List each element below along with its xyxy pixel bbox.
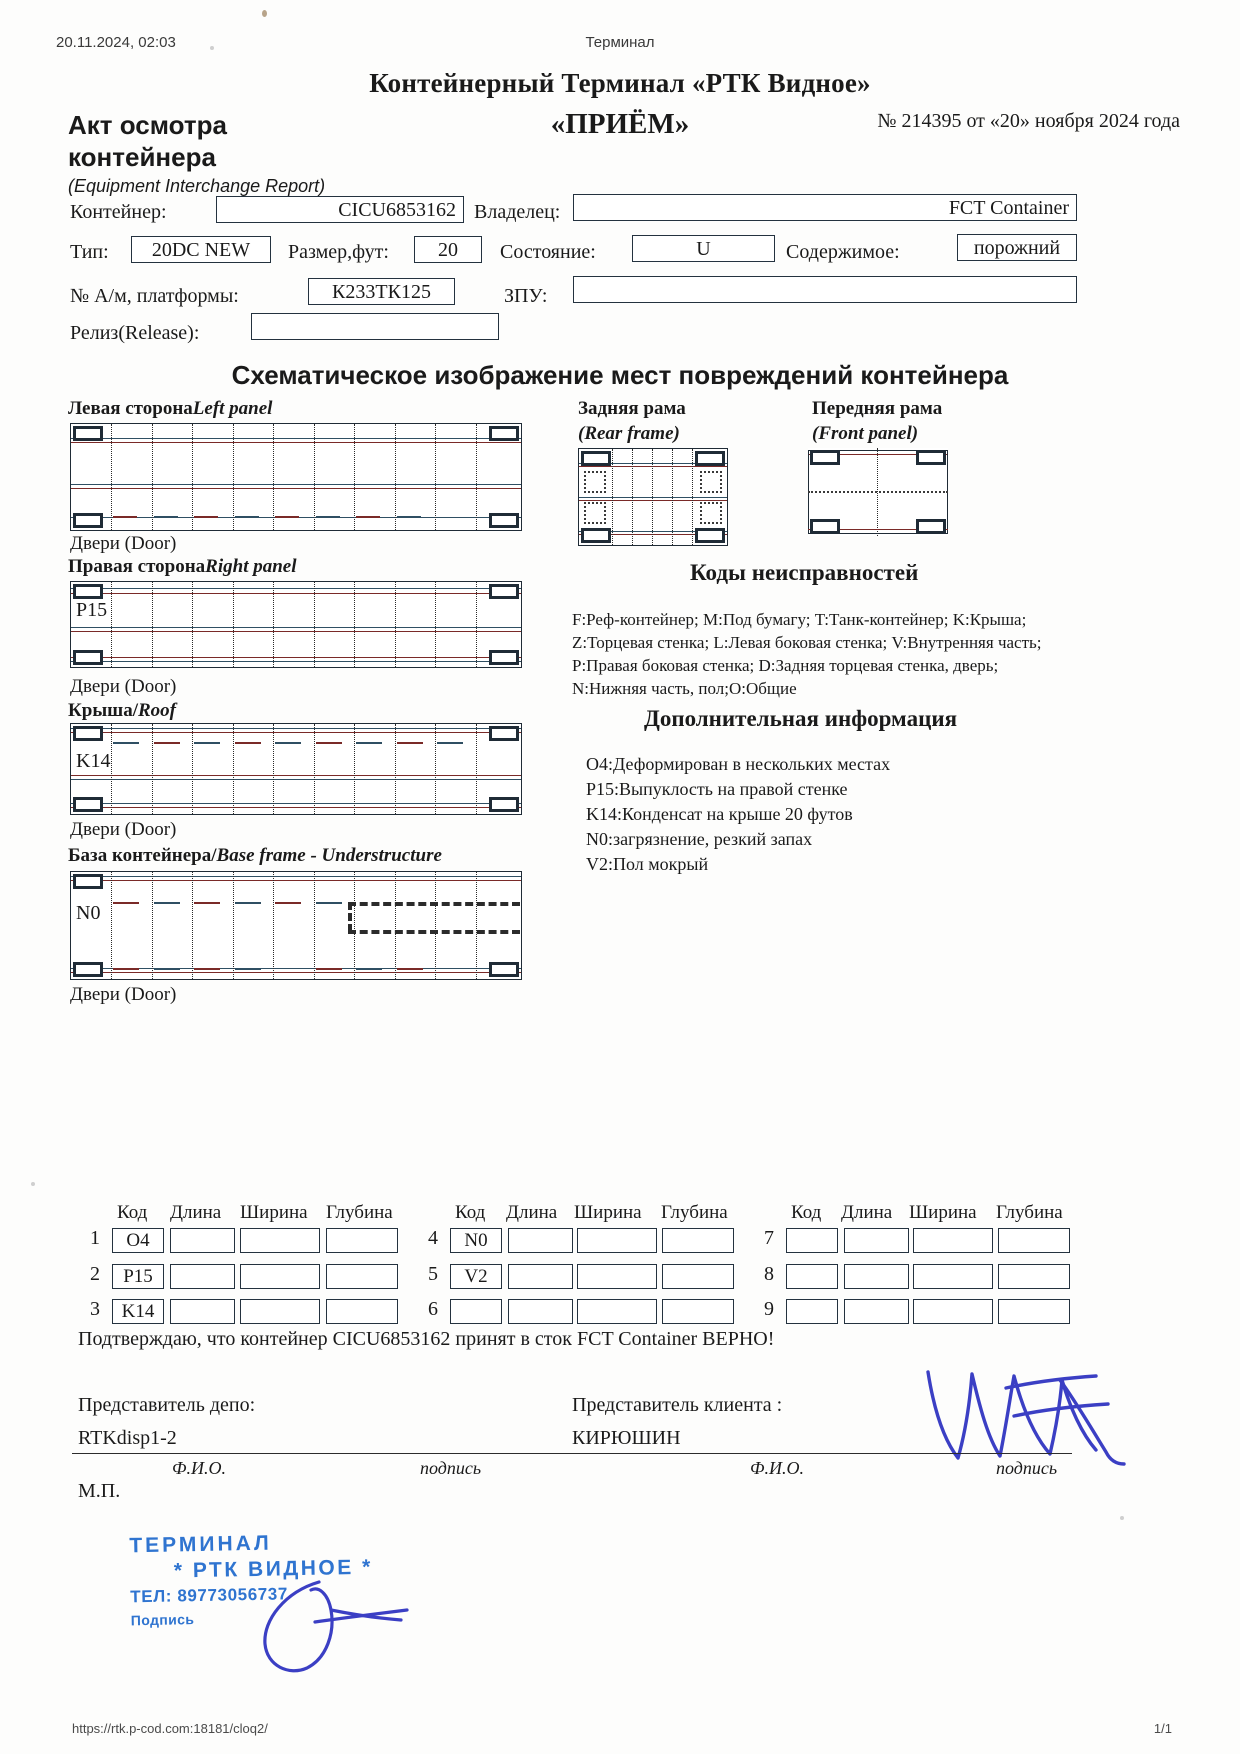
code-cell-length[interactable] (170, 1299, 235, 1324)
code-row-number: 1 (90, 1227, 100, 1249)
corner-fitting-icon (489, 513, 519, 528)
fault-code-line: F:Реф-контейнер; M:Под бумагу; T:Танк-контейнер; K:Крыша; (572, 610, 1027, 629)
code-cell-depth[interactable] (662, 1299, 734, 1324)
code-cell-length[interactable] (844, 1264, 909, 1289)
fault-code-line: Z:Торцевая стенка; L:Левая боковая стенка; V:Внутренняя часть; (572, 633, 1042, 652)
type-label: Тип: (70, 241, 109, 263)
code-row-number: 8 (764, 1263, 774, 1285)
base-frame-label-en: Base frame - Understructure (216, 845, 442, 866)
fault-code-line: P:Правая боковая стенка; D:Задняя торцевая стенка, дверь; (572, 656, 999, 675)
code-row-number: 5 (428, 1263, 438, 1285)
fault-codes-title: Коды неисправностей (690, 560, 919, 585)
code-cell-width[interactable] (913, 1264, 993, 1289)
code-cell-depth[interactable] (326, 1264, 398, 1289)
code-cell-width[interactable] (240, 1264, 320, 1289)
corner-fitting-icon (489, 650, 519, 665)
scan-speck (210, 46, 214, 50)
left-panel-label-en: Left panel (192, 398, 273, 419)
client-fio-caption: Ф.И.О. (750, 1458, 804, 1478)
left-panel-door-label: Двери (Door) (70, 533, 177, 554)
rear-frame-label-ru: Задняя рама (578, 398, 686, 419)
front-panel-label-en: (Front panel) (812, 423, 919, 444)
schema-section-title: Схематическое изображение мест повреждений контейнера (231, 360, 1009, 390)
base-door-label: Двери (Door) (70, 984, 177, 1005)
code-table-header-length: Длина (506, 1202, 558, 1223)
code-cell-length[interactable] (844, 1299, 909, 1324)
code-cell-width[interactable] (240, 1299, 320, 1324)
corner-fitting-icon (489, 426, 519, 441)
code-row-number: 6 (428, 1298, 438, 1320)
contents-label: Содержимое: (786, 241, 900, 263)
rear-frame-right-hatch (700, 471, 722, 493)
code-cell-code[interactable] (786, 1228, 838, 1253)
corner-fitting-icon (581, 528, 611, 543)
contents-input[interactable]: порожний (957, 234, 1077, 261)
print-tab-title: Терминал (585, 34, 655, 51)
vehicle-label: № А/м, платформы: (70, 285, 239, 307)
code-cell-code[interactable]: V2 (450, 1264, 502, 1289)
code-cell-depth[interactable] (662, 1264, 734, 1289)
code-table-header-width: Ширина (240, 1202, 308, 1223)
corner-fitting-icon (489, 797, 519, 812)
base-frame-diagram (70, 871, 522, 980)
code-cell-width[interactable] (913, 1228, 993, 1253)
front-panel-label-ru: Передняя рама (812, 398, 943, 419)
right-panel-label (68, 556, 297, 578)
corner-fitting-icon (73, 797, 103, 812)
left-panel-diagram (70, 423, 522, 531)
code-cell-length[interactable] (170, 1264, 235, 1289)
base-damage-code: N0 (76, 902, 101, 924)
code-cell-length[interactable] (508, 1228, 573, 1253)
roof-diagram (70, 723, 522, 815)
stamp-line-name: * РТК ВИДНОЕ * (173, 1555, 373, 1583)
size-label: Размер,фут: (288, 241, 389, 263)
code-cell-length[interactable] (508, 1299, 573, 1324)
right-panel-damage-code: P15 (76, 599, 108, 621)
corner-fitting-icon (916, 519, 946, 534)
base-frame-label-ru: База контейнера (68, 845, 212, 866)
state-input[interactable]: U (632, 235, 775, 262)
code-table-header-depth: Глубина (326, 1202, 393, 1223)
roof-label-en: Roof (138, 700, 176, 721)
print-url: https://rtk.p-cod.com:18181/cloq2/ (72, 1721, 268, 1736)
size-input[interactable]: 20 (414, 236, 482, 263)
depot-fio-caption: Ф.И.О. (172, 1458, 226, 1478)
code-cell-width[interactable] (240, 1228, 320, 1253)
code-cell-width[interactable] (577, 1299, 657, 1324)
client-rep-label: Представитель клиента : (572, 1394, 783, 1416)
rear-frame-left-hatch-2 (584, 502, 606, 524)
seal-place-label: М.П. (78, 1480, 121, 1502)
code-cell-code[interactable]: P15 (112, 1264, 164, 1289)
code-row-number: 9 (764, 1298, 774, 1320)
roof-label-ru: Крыша (68, 700, 133, 721)
code-cell-depth[interactable] (998, 1264, 1070, 1289)
right-panel-door-label: Двери (Door) (70, 676, 177, 697)
code-cell-code[interactable] (786, 1264, 838, 1289)
stamp-line-signature-label: Подпись (130, 1611, 195, 1629)
act-title: Акт осмотра контейнера (68, 110, 227, 172)
type-input[interactable]: 20DC NEW (131, 236, 271, 263)
code-cell-depth[interactable] (326, 1299, 398, 1324)
corner-fitting-icon (489, 584, 519, 599)
code-table-header-length: Длина (170, 1202, 222, 1223)
code-table-header-width: Ширина (574, 1202, 642, 1223)
code-cell-depth[interactable] (998, 1228, 1070, 1253)
depot-rep-value: RTKdisp1-2 (78, 1427, 177, 1449)
owner-input[interactable]: FCT Container (573, 194, 1077, 221)
code-cell-length[interactable] (170, 1228, 235, 1253)
rear-frame-label-en: (Rear frame) (578, 423, 680, 444)
code-cell-code[interactable]: K14 (112, 1299, 164, 1324)
signature-rule (72, 1453, 1072, 1454)
code-cell-depth[interactable] (326, 1228, 398, 1253)
front-panel-diagram (808, 448, 948, 536)
owner-label: Владелец: (474, 201, 561, 223)
additional-info-line: O4:Деформирован в нескольких местах (586, 754, 891, 774)
vehicle-input[interactable]: К233ТК125 (308, 278, 455, 305)
base-frame-label: База контейнера/Base frame - Understructure (68, 845, 442, 866)
corner-fitting-icon (73, 650, 103, 665)
container-input[interactable]: CICU6853162 (216, 196, 464, 223)
scan-speck (1120, 1516, 1124, 1520)
base-damage-highlight-left (348, 902, 352, 932)
corner-fitting-icon (581, 451, 611, 466)
right-panel-label-en: Right panel (205, 556, 297, 577)
container-label: Контейнер: (70, 201, 167, 223)
base-damage-highlight-top (348, 902, 520, 924)
depot-rep-label: Представитель депо: (78, 1394, 256, 1416)
corner-fitting-icon (73, 962, 103, 977)
code-cell-width[interactable] (913, 1299, 993, 1324)
corner-fitting-icon (73, 874, 103, 889)
state-label: Состояние: (500, 241, 596, 263)
document-number: № 214395 от «20» ноября 2024 года (877, 110, 1180, 132)
terminal-stamp (129, 1530, 374, 1629)
code-table-header-depth: Глубина (996, 1202, 1063, 1223)
print-date: 20.11.2024, 02:03 (56, 34, 176, 51)
corner-fitting-icon (810, 519, 840, 534)
code-cell-length[interactable] (508, 1264, 573, 1289)
corner-fitting-icon (73, 426, 103, 441)
code-cell-code[interactable]: O4 (112, 1228, 164, 1253)
code-table-header-length: Длина (841, 1202, 893, 1223)
code-row-number: 4 (428, 1227, 438, 1249)
stamp-line-phone: ТЕЛ: 89773056737 (130, 1584, 289, 1607)
code-row-number: 3 (90, 1298, 100, 1320)
code-row-number: 7 (764, 1227, 774, 1249)
additional-info-line: V2:Пол мокрый (586, 854, 709, 874)
left-panel-label-ru: Левая сторона (68, 398, 193, 419)
code-cell-length[interactable] (844, 1228, 909, 1253)
corner-fitting-icon (810, 450, 840, 465)
corner-fitting-icon (916, 450, 946, 465)
document-title: Контейнерный Терминал «РТК Видное» (369, 68, 871, 98)
stamp-line-terminal: ТЕРМИНАЛ (129, 1531, 273, 1558)
print-page-number: 1/1 (1153, 1721, 1172, 1736)
roof-label: Крыша/Roof (68, 700, 176, 721)
depot-sign-caption: подпись (420, 1458, 482, 1478)
corner-fitting-icon (73, 513, 103, 528)
rear-frame-right-hatch-2 (700, 502, 722, 524)
code-cell-depth[interactable] (998, 1299, 1070, 1324)
scan-speck (31, 1182, 35, 1186)
roof-door-label: Двери (Door) (70, 819, 177, 840)
additional-info-line: N0:загрязнение, резкий запах (586, 829, 813, 849)
corner-fitting-icon (695, 528, 725, 543)
client-sign-caption: подпись (996, 1458, 1058, 1478)
corner-fitting-icon (489, 962, 519, 977)
left-panel-label (68, 398, 272, 420)
code-cell-code[interactable]: N0 (450, 1228, 502, 1253)
code-row-number: 2 (90, 1263, 100, 1285)
right-panel-diagram (70, 581, 522, 668)
seal-input[interactable] (573, 276, 1077, 303)
additional-info-line: P15:Выпуклость на правой стенке (586, 779, 848, 799)
corner-fitting-icon (489, 726, 519, 741)
code-table-header-code: Код (117, 1202, 148, 1223)
code-cell-width[interactable] (577, 1264, 657, 1289)
release-input[interactable] (251, 313, 499, 340)
corner-fitting-icon (73, 584, 103, 599)
corner-fitting-icon (695, 451, 725, 466)
seal-label: ЗПУ: (504, 285, 548, 307)
code-cell-code[interactable] (786, 1299, 838, 1324)
client-rep-value: КИРЮШИН (572, 1427, 681, 1449)
code-table-header-code: Код (791, 1202, 822, 1223)
code-table-header-width: Ширина (909, 1202, 977, 1223)
base-damage-highlight-bottom (348, 930, 520, 934)
additional-info-line: K14:Конденсат на крыше 20 футов (586, 804, 853, 824)
code-table-header-code: Код (455, 1202, 486, 1223)
rear-frame-left-hatch (584, 471, 606, 493)
rear-frame-diagram (578, 448, 728, 546)
release-label: Релиз(Release): (70, 322, 200, 344)
act-title-english: (Equipment Interchange Report) (68, 176, 326, 196)
code-cell-depth[interactable] (662, 1228, 734, 1253)
fault-code-line: N:Нижняя часть, пол;O:Общие (572, 679, 797, 698)
code-cell-code[interactable] (450, 1299, 502, 1324)
code-cell-width[interactable] (577, 1228, 657, 1253)
corner-fitting-icon (73, 726, 103, 741)
document-subtitle: «ПРИЁМ» (550, 108, 690, 140)
code-table-header-depth: Глубина (661, 1202, 728, 1223)
additional-info-title: Дополнительная информация (644, 706, 958, 731)
right-panel-label-ru: Правая сторона (68, 556, 206, 577)
scan-speck (262, 10, 267, 17)
confirmation-text: Подтверждаю, что контейнер CICU6853162 принят в сток FCT Container ВЕРНО! (78, 1328, 775, 1350)
roof-damage-code: K14 (76, 750, 111, 772)
